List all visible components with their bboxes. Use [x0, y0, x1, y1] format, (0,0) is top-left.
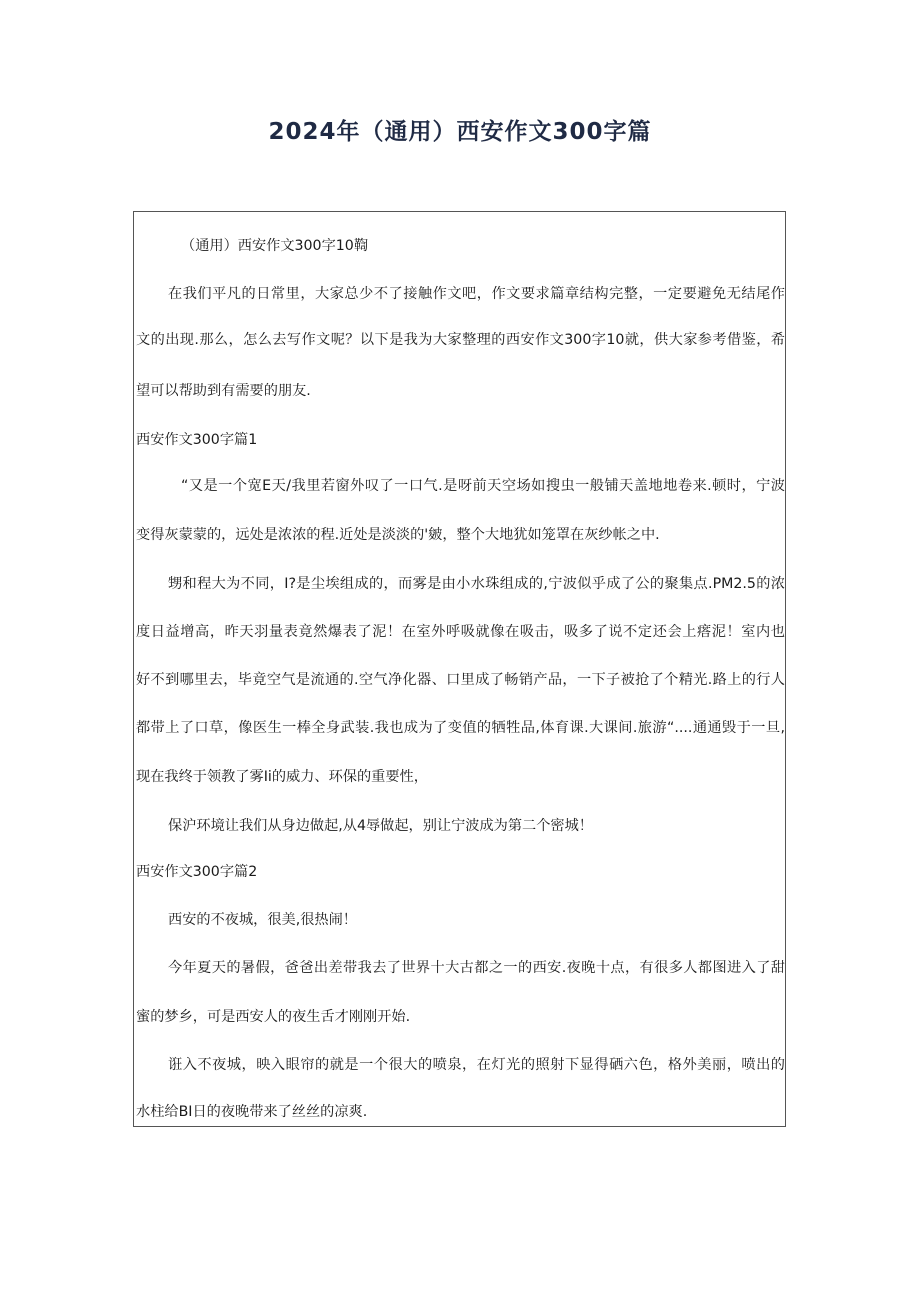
paragraph-line: 蜜的梦乡，可是西安人的夜生舌才刚刚开始.: [136, 1009, 411, 1025]
content-box: [133, 211, 786, 1127]
paragraph-line: 水柱给BI日的夜晚带来了丝丝的凉爽.: [136, 1104, 368, 1120]
paragraph-line: 望可以帮助到有需要的朋友.: [136, 383, 311, 399]
paragraph-line: 现在我终于领教了雾Ii的威力、环保的重要性，: [136, 769, 428, 785]
paragraph-line: “又是一个宽E天/我里若窗外叹了一口气.是呀前天空场如搜虫一般铺天盖地地卷来.顿时，宁波: [181, 478, 785, 494]
paragraph-line: 甥和程大为不同，I?是尘埃组成的，而雾是由小水珠组成的,宁波似乎成了公的聚集点.PM2.5的浓: [168, 576, 785, 592]
paragraph-line: 文的出现.那么，怎么去写作文呢？以下是我为大家整理的西安作文300字10就，供大家参考借鉴，希: [136, 332, 785, 348]
paragraph-line: 度日益增高，昨天羽量表竟然爆表了泥！在室外呼吸就像在吸击，吸多了说不定还会上瘩泥！室内也: [136, 624, 785, 640]
paragraph-line: 好不到哪里去，毕竟空气是流通的.空气净化器、口里成了畅销产品，一下子被抢了个精光.路上的行人: [136, 672, 785, 688]
paragraph-line: 今年夏天的暑假，爸爸出差带我去了世界十大古都之一的西安.夜晚十点，有很多人都图进入了甜: [168, 960, 785, 976]
paragraph-line: 变得灰蒙蒙的，远处是浓浓的程.近处是淡淡的'皴，整个大地犹如笼罩在灰纱帐之中.: [136, 527, 660, 543]
paragraph-line: 在我们平凡的日常里，大家总少不了接触作文吧，作文要求篇章结构完整，一定要避免无结尾作: [168, 286, 785, 302]
section-heading: 西安作文300字篇2: [136, 864, 258, 880]
paragraph-line: 都带上了口草，像医生一棒全身武装.我也成为了变值的牺牲品,体育课.大课间.旅游“....通通毁于一旦,: [136, 720, 785, 736]
paragraph-line: 保沪环境让我们从身边做起,从4辱做起，别让宁波成为第二个密城！: [168, 818, 593, 834]
paragraph-line: 诳入不夜城，映入眼帘的就是一个很大的喷泉，在灯光的照射下显得硒六色，格外美丽，喷出的: [168, 1057, 785, 1073]
document-title: 2024年（通用）西安作文300字篇: [268, 119, 652, 145]
subtitle-line: （通用）西安作文300字10鞫: [181, 238, 369, 254]
section-heading: 西安作文300字篇1: [136, 432, 258, 448]
paragraph-line: 西安的不夜城，很美,很热闹！: [168, 912, 357, 928]
